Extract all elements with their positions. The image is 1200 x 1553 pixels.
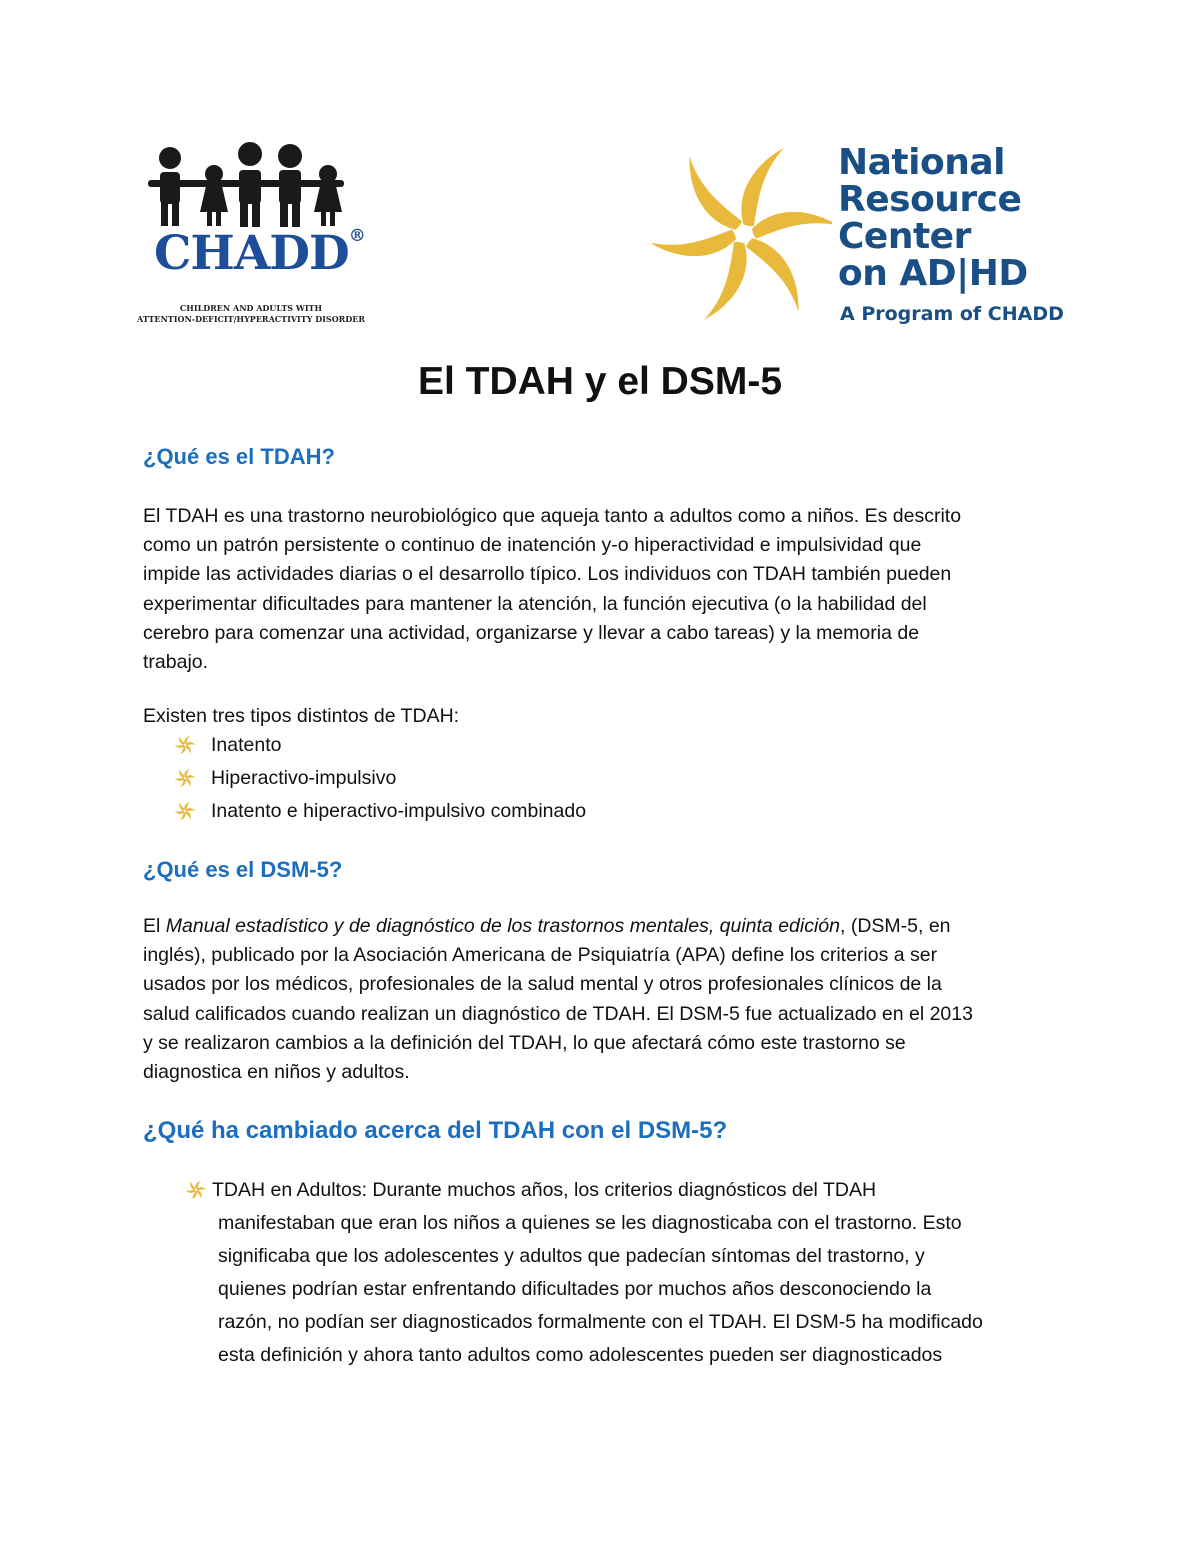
- types-intro: Existen tres tipos distintos de TDAH:: [143, 705, 460, 727]
- section-heading-que-ha-cambiado: ¿Qué ha cambiado acerca del TDAH con el DSM-5?: [143, 1117, 728, 1144]
- chadd-wordmark: CHADD®: [154, 226, 366, 281]
- adults-change-item: TDAH en Adultos: Durante muchos años, los criterios diagnósticos del TDAH manifestaban que eran los niños a quienes se les diagnosticaba con el trastorno. Esto significaba que los adolescentes y adultos que padecían síntomas del trastorno, y quienes podrían estar enfrentando dificultades por muchos años desconociendo la razón, no podían ser diagnosticados formalmente con el TDAH. El DSM-5 ha modificado esta definición y ahora tanto adultos como adolescentes pueden ser diagnosticados: [186, 1174, 1076, 1372]
- chadd-tagline: CHILDREN AND ADULTS WITH ATTENTION-DEFICIT/HYPERACTIVITY DISORDER: [137, 303, 365, 324]
- list-item: Inatento: [175, 729, 586, 762]
- list-item: Hiperactivo-impulsivo: [175, 762, 586, 795]
- sun-swirl-icon: [175, 768, 195, 788]
- dsm5-first-line: El Manual estadístico y de diagnóstico de los trastornos mentales, quinta edición, (DSM-5, en: [143, 915, 951, 937]
- page-title: El TDAH y el DSM-5: [417, 360, 783, 403]
- tdah-types-list: [175, 729, 586, 828]
- section-heading-que-es-dsm5: ¿Qué es el DSM-5?: [143, 857, 343, 882]
- nrc-subtitle: A Program of CHADD: [840, 303, 1064, 325]
- nrc-logo: [652, 140, 1072, 330]
- sun-swirl-icon: [175, 735, 195, 755]
- sun-swirl-icon: [652, 142, 832, 327]
- sun-swirl-icon: [175, 801, 195, 821]
- dsm5-description-paragraph: El Manual estadístico y de diagnóstico de los trastornos mentales, quinta edición, (DSM-5, en inglés), publicado por la Asociación Americana de Psiquiatría (APA) define los criterios a ser usados por los médicos, profesionales de la salud mental y otros profesionales clínicos de la salud calificados cuando realizan un diagnóstico de TDAH. El DSM-5 fue actualizado en el 2013 y se realizaron cambios a la definición del TDAH, lo que afectará cómo este trastorno se diagnostica en niños y adultos.: [143, 912, 1063, 1087]
- chadd-logo: [136, 140, 366, 330]
- section-heading-que-es-tdah: ¿Qué es el TDAH?: [143, 444, 335, 469]
- family-figures-icon: [144, 140, 354, 230]
- nrc-wordmark: National Resource Center on AD|HD: [838, 142, 1028, 294]
- list-item: Inatento e hiperactivo-impulsivo combinado: [175, 795, 586, 828]
- sun-swirl-icon: [186, 1180, 206, 1200]
- tdah-description-paragraph: El TDAH es una trastorno neurobiológico que aqueja tanto a adultos como a niños. Es descrito como un patrón persistente o continuo de inatención y-o hiperactividad e impulsividad que impide las actividades diarias o el desarrollo típico. Los individuos con TDAH también pueden experimentar dificultades para mantener la atención, la función ejecutiva (o la habilidad del cerebro para comenzar una actividad, organizarse y llevar a cabo tareas) y la memoria de trabajo.: [143, 505, 962, 674]
